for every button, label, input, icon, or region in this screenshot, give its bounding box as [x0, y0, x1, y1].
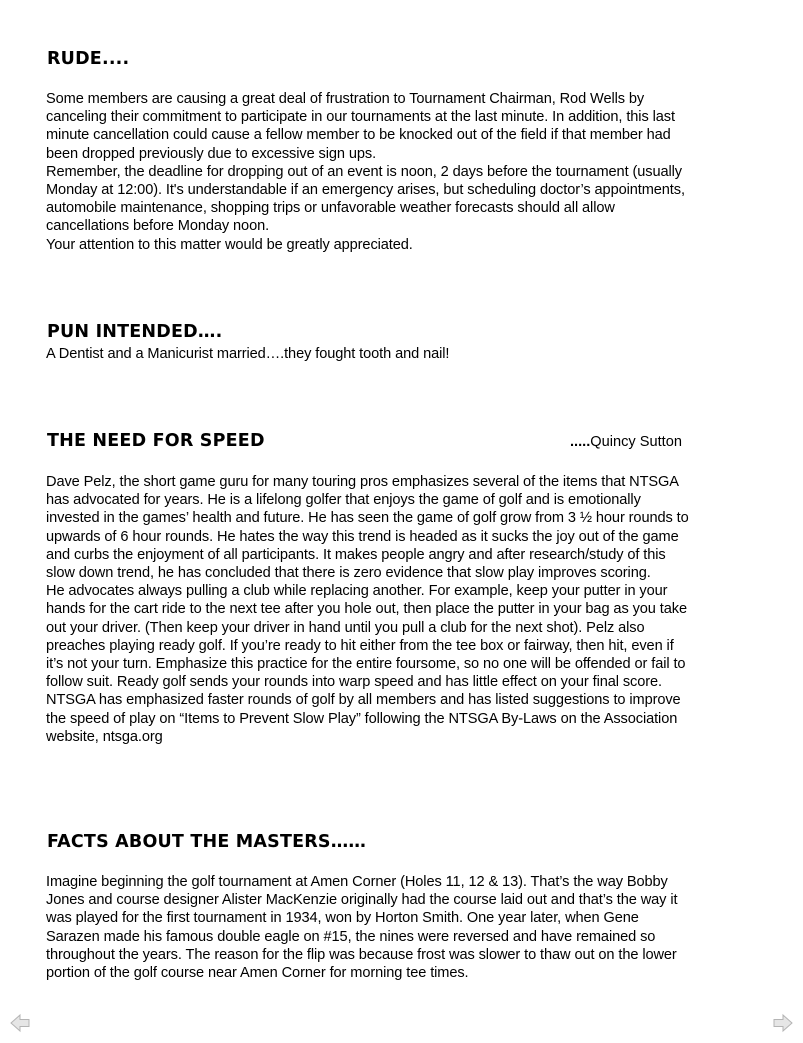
text-line: upwards of 6 hour rounds. He hates the way this trend is headed as it sucks the joy out of the game	[46, 528, 679, 545]
text-line: follow suit. Ready golf sends your rounds into warp speed and has little effect on your final score.	[46, 674, 662, 691]
text-line: it’s not your turn. Emphasize this practice for the entire foursome, so no one will be offended or fail to	[46, 656, 686, 673]
byline-author: Quincy Sutton	[590, 434, 682, 450]
text-line: canceling their commitment to participate in our tournaments at the last minute. In addition, this last	[46, 109, 675, 126]
heading-need-for-speed: THE NEED FOR SPEED	[47, 431, 265, 451]
text-line: invested in the games’ health and future. He has seen the game of golf grow from 3 ½ hour rounds to	[46, 510, 689, 527]
text-line: Jones and course designer Alister MacKenzie originally had the course laid out and that’s the way it	[46, 892, 678, 909]
text-line: throughout the years. The reason for the flip was because frost was slower to thaw out on the lower	[46, 946, 677, 963]
text-line: and curbs the enjoyment of all participants. It makes people angry and after research/study of this	[46, 546, 666, 563]
heading-pun-intended: PUN INTENDED….	[47, 322, 223, 342]
byline	[570, 433, 682, 451]
heading-rude: RUDE....	[47, 49, 130, 69]
text-line: has advocated for years. He is a lifelong golfer that enjoys the game of golf and is emotionally	[46, 492, 641, 509]
left-arrow-icon	[9, 1013, 31, 1033]
text-line: Sarazen made his famous double eagle on #15, the nines were reversed and have remained so	[46, 928, 656, 945]
text-line: portion of the golf course near Amen Corner for morning tee times.	[46, 965, 469, 982]
heading-facts-about-masters: FACTS ABOUT THE MASTERS……	[47, 832, 367, 852]
text-line: Your attention to this matter would be greatly appreciated.	[46, 236, 413, 253]
text-line: website, ntsga.org	[46, 728, 163, 745]
text-line: minute cancellation could cause a fellow member to be knocked out of the field if that member had	[46, 127, 671, 144]
prev-page-button[interactable]	[9, 1013, 31, 1033]
right-arrow-icon	[772, 1013, 794, 1033]
paragraph-speed	[46, 473, 689, 746]
text-line: the speed of play on “Items to Prevent Slow Play” following the NTSGA By-Laws on the Association	[46, 710, 678, 727]
next-page-button[interactable]	[772, 1013, 794, 1033]
text-line: out your driver. (Then keep your driver in hand until you pull a club for the next shot). Pelz also	[46, 619, 645, 636]
text-line: A Dentist and a Manicurist married….they fought tooth and nail!	[46, 346, 450, 362]
text-line: Dave Pelz, the short game guru for many touring pros emphasizes several of the items that NTSGA	[46, 474, 679, 490]
text-line: He advocates always pulling a club while replacing another. For example, keep your putter in your	[46, 583, 668, 600]
text-line: slow down trend, he has concluded that there is zero evidence that slow play improves scoring.	[46, 565, 651, 582]
paragraph-rude	[46, 90, 685, 254]
text-line: Imagine beginning the golf tournament at Amen Corner (Holes 11, 12 & 13). That’s the way Bobby	[46, 874, 668, 890]
text-line: Some members are causing a great deal of frustration to Tournament Chairman, Rod Wells by	[46, 91, 645, 107]
text-line: cancellations before Monday noon.	[46, 218, 270, 235]
paragraph-pun	[46, 345, 449, 363]
text-line: hands for the cart ride to the next tee after you hole out, then place the putter in your bag as you take	[46, 601, 687, 618]
paragraph-masters	[46, 873, 677, 982]
text-line: Remember, the deadline for dropping out of an event is noon, 2 days before the tournament (usually	[46, 163, 682, 180]
text-line: was played for the first tournament in 1934, won by Horton Smith. One year later, when Gene	[46, 910, 639, 927]
text-line: preaches playing ready golf. If you’re ready to hit either from the tee box or fairway, then hit, even if	[46, 637, 674, 654]
byline-dots: .....	[570, 434, 591, 450]
text-line: been dropped previously due to excessive sign ups.	[46, 145, 377, 162]
text-line: Monday at 12:00). It's understandable if an emergency arises, but scheduling doctor’s appointments,	[46, 182, 685, 199]
text-line: automobile maintenance, shopping trips or unfavorable weather forecasts should all allow	[46, 200, 615, 217]
text-line: NTSGA has emphasized faster rounds of golf by all members and has listed suggestions to improve	[46, 692, 681, 709]
